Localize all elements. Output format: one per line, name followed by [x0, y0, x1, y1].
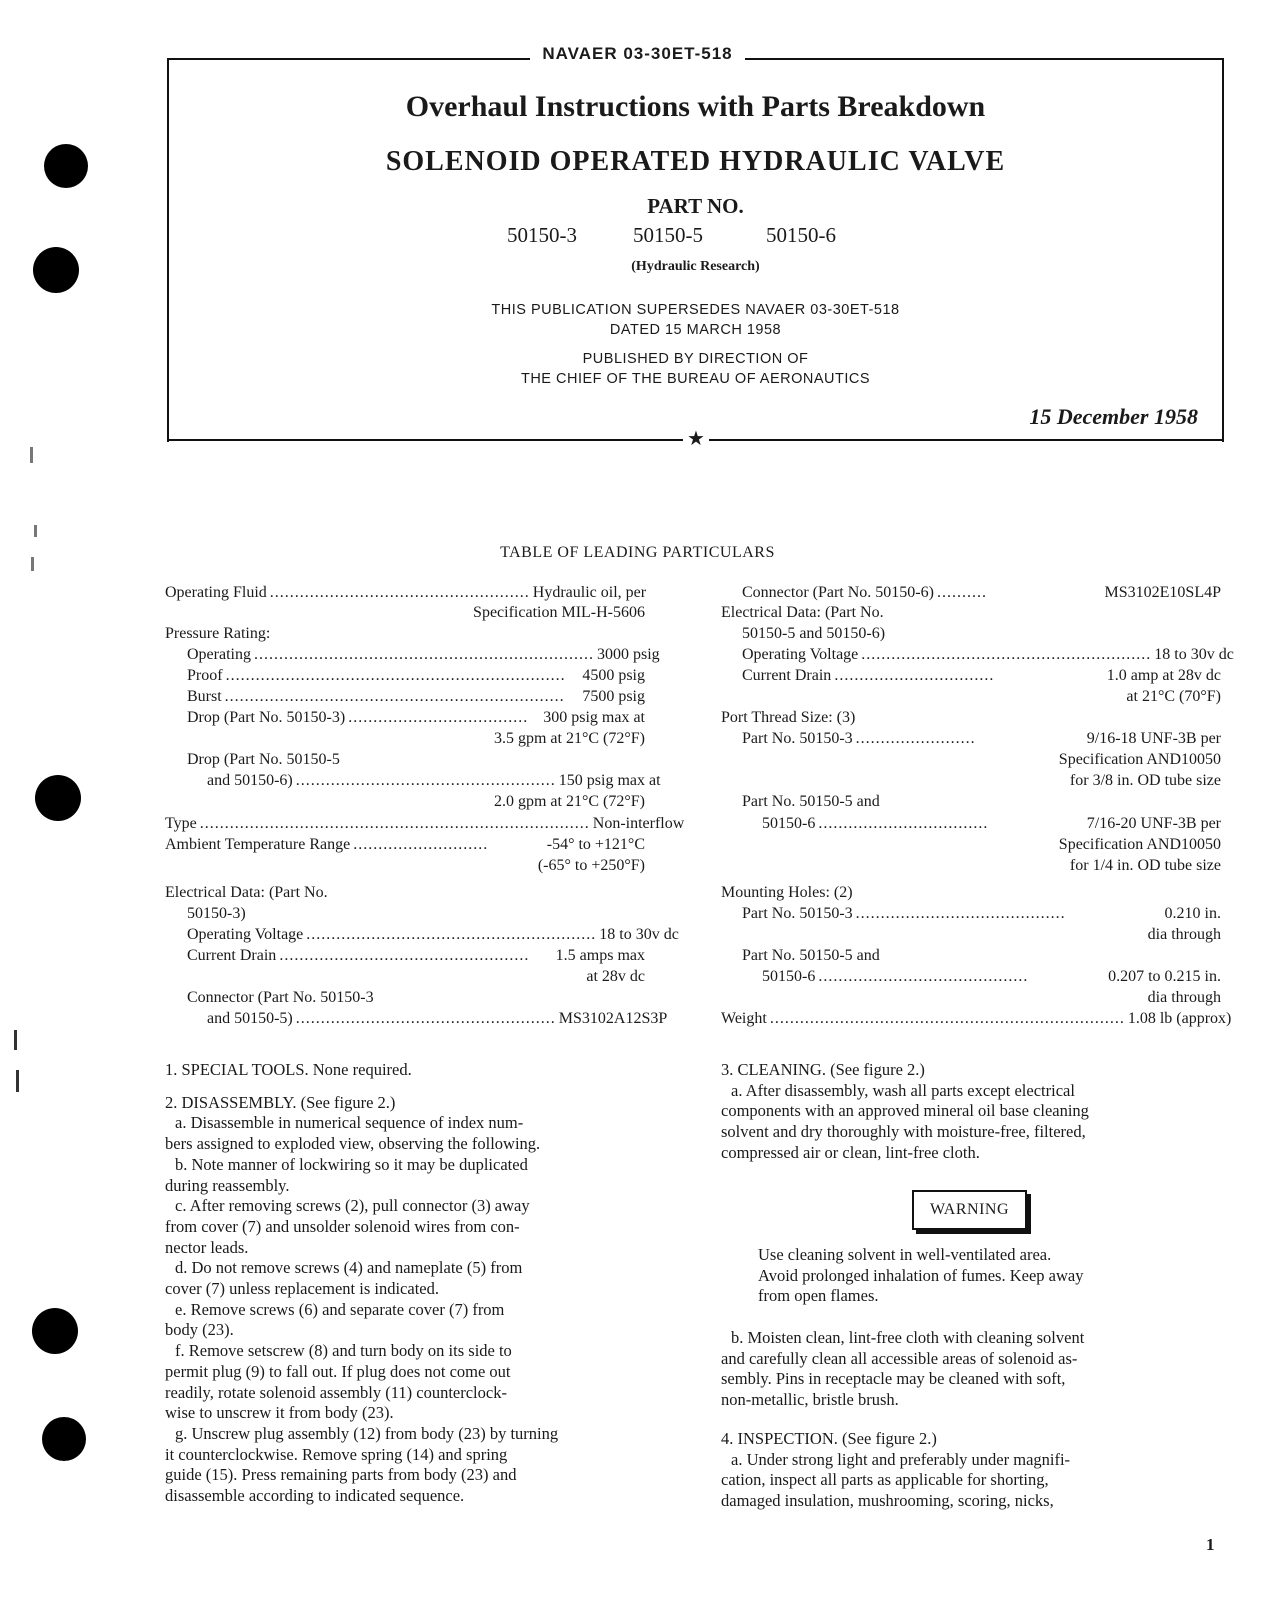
- lp-label: Mounting Holes: (2): [721, 884, 853, 901]
- published-by: PUBLISHED BY DIRECTION OF: [582, 351, 809, 367]
- lp-row: Proof .................................................................... 4500 psig: [187, 667, 645, 684]
- warning-text: Use cleaning solvent in well-ventilated area. Avoid prolonged inhalation of fumes. Keep away from open flames.: [758, 1245, 1084, 1306]
- part-number: 50150-3: [507, 223, 577, 247]
- lp-label: Connector (Part No. 50150-3: [187, 989, 374, 1006]
- lp-row: Part No. 50150-3 .......................................... 0.210 in.: [742, 905, 1221, 922]
- lp-value: for 3/8 in. OD tube size: [1069, 772, 1221, 789]
- disassembly-step-g: g. Unscrew plug assembly (12) from body (23) by turning it counterclockwise. Remove spring (14) and spring guide (15). Press remaining parts from body (23) and disassemble according to indicated sequence.: [165, 1423, 559, 1506]
- part-number: 50150-6: [766, 223, 836, 247]
- lp-row: Part No. 50150-3 ........................ 9/16-18 UNF-3B per: [742, 730, 1221, 747]
- lp-row: 50150-6 .......................................... 0.207 to 0.215 in.: [762, 968, 1221, 985]
- lp-label: Electrical Data: (Part No.: [165, 884, 328, 901]
- disassembly-step-b: b. Note manner of lockwiring so it may be duplicated during reassembly.: [165, 1154, 528, 1195]
- lp-row: 50150-6 .................................. 7/16-20 UNF-3B per: [762, 815, 1221, 832]
- right-body-column: [721, 1060, 1226, 1164]
- lp-label: Electrical Data: (Part No.: [721, 604, 884, 621]
- lp-row: Current Drain .................................................. 1.5 amps max: [187, 947, 645, 964]
- disassembly-step-a: a. Disassemble in numerical sequence of index num- bers assigned to exploded view, observing the following.: [165, 1113, 541, 1154]
- issuing-authority: THE CHIEF OF THE BUREAU OF AERONAUTICS: [520, 371, 871, 387]
- lp-row: Connector (Part No. 50150-6) .......... MS3102E10SL4P: [742, 584, 1221, 601]
- supersedes-date: DATED 15 MARCH 1958: [609, 322, 782, 338]
- lp-value: 2.0 gpm at 21°C (72°F): [493, 793, 645, 810]
- lp-label: Part No. 50150-5 and: [742, 793, 880, 810]
- cleaning-step-b: b. Moisten clean, lint-free cloth with cleaning solvent and carefully clean all accessible areas of solenoid as- sembly. Pins in receptacle may be cleaned with soft, non-metallic, bristle brush.: [721, 1328, 1085, 1410]
- lp-row: and 50150-6) .................................................... 150 psig max at: [207, 772, 661, 789]
- publication-date: 15 December 1958: [1029, 404, 1198, 429]
- lp-row: Ambient Temperature Range ........................... -54° to +121°C: [165, 836, 645, 853]
- cleaning-step-a: a. After disassembly, wash all parts except electrical components with an approved mineral oil base cleaning solvent and dry thoroughly with moisture-free, filtered, compressed air or clean, lint-free cloth.: [721, 1080, 1089, 1162]
- leading-particulars-title: TABLE OF LEADING PARTICULARS: [500, 544, 775, 561]
- lp-label: 50150-5 and 50150-6): [742, 625, 886, 642]
- lp-value: dia through: [1147, 926, 1221, 943]
- lp-row: Operating Voltage .......................................................... 18 to 30v dc: [187, 926, 679, 943]
- lp-row: Type .............................................................................. Non-interflow: [165, 815, 685, 832]
- lp-value: for 1/4 in. OD tube size: [1069, 857, 1221, 874]
- lp-row: Weight ....................................................................... 1.08 lb (approx): [721, 1010, 1232, 1027]
- lp-label: 50150-3): [187, 905, 246, 922]
- lp-row: Burst .................................................................... 7500 psig: [187, 688, 645, 705]
- lp-row: Operating .................................................................... 3000 psig: [187, 646, 660, 663]
- document-number: NAVAER 03-30ET-518: [0, 44, 1275, 64]
- disassembly-step-d: d. Do not remove screws (4) and nameplate (5) from cover (7) unless replacement is indicated.: [165, 1258, 523, 1299]
- lp-value: (-65° to +250°F): [537, 857, 645, 874]
- star-icon: ★: [683, 426, 709, 451]
- lp-value: at 28v dc: [586, 968, 645, 985]
- disassembly-step-c: c. After removing screws (2), pull connector (3) away from cover (7) and unsolder solenoid wires from con- nector leads.: [165, 1196, 530, 1257]
- lp-value: Specification AND10050: [1058, 836, 1221, 853]
- lp-row: Drop (Part No. 50150-3) .................................... 300 psig max at: [187, 709, 645, 726]
- lp-value: at 21°C (70°F): [1126, 688, 1221, 705]
- part-number: 50150-5: [633, 223, 703, 247]
- lp-label: Drop (Part No. 50150-5: [187, 751, 340, 768]
- lp-value: 3.5 gpm at 21°C (72°F): [493, 730, 645, 747]
- inspection-section: 4. INSPECTION. (See figure 2.) a. Under strong light and preferably under magnifi- cation, inspect all parts as applicable for shorting, damaged insulation, mushrooming, scoring, nicks,: [721, 1429, 1226, 1512]
- lp-row: Current Drain ................................ 1.0 amp at 28v dc: [742, 667, 1221, 684]
- lp-label: Pressure Rating:: [165, 625, 271, 642]
- cleaning-heading: 3. CLEANING. (See figure 2.): [721, 1060, 925, 1079]
- lp-row: and 50150-5) .................................................... MS3102A12S3P: [207, 1010, 668, 1027]
- document-title: Overhaul Instructions with Parts Breakdown: [405, 90, 986, 123]
- lp-row: Operating Fluid .................................................... Hydraulic oil, per: [165, 584, 647, 601]
- disassembly-step-e: e. Remove screws (6) and separate cover (7) from body (23).: [165, 1299, 505, 1340]
- page-number: 1: [1206, 1535, 1215, 1554]
- special-tools: 1. SPECIAL TOOLS. None required.: [165, 1060, 412, 1079]
- inspection-heading: 4. INSPECTION. (See figure 2.): [721, 1429, 937, 1448]
- lp-row: Operating Voltage .......................................................... 18 to 30v dc: [742, 646, 1234, 663]
- lp-value: Specification MIL-H-5606: [473, 604, 645, 621]
- manufacturer: (Hydraulic Research): [631, 259, 760, 274]
- part-no-label: PART NO.: [647, 194, 744, 218]
- disassembly-step-f: f. Remove setscrew (8) and turn body on its side to permit plug (9) to fall out. If plug does not come out readily, rotate solenoid assembly (11) counterclock- wise to unscrew it from body (23).: [165, 1341, 512, 1423]
- lp-value: dia through: [1147, 989, 1221, 1006]
- lp-value: Specification AND10050: [1058, 751, 1221, 768]
- equipment-name: SOLENOID OPERATED HYDRAULIC VALVE: [385, 146, 1006, 177]
- supersedes-notice: THIS PUBLICATION SUPERSEDES NAVAER 03-30ET-518: [491, 302, 900, 318]
- lp-label: Port Thread Size: (3): [721, 709, 856, 726]
- left-body-column: [165, 1060, 665, 1507]
- disassembly-heading: 2. DISASSEMBLY. (See figure 2.): [165, 1092, 396, 1112]
- lp-label: Part No. 50150-5 and: [742, 947, 880, 964]
- warning-label: WARNING: [912, 1190, 1027, 1230]
